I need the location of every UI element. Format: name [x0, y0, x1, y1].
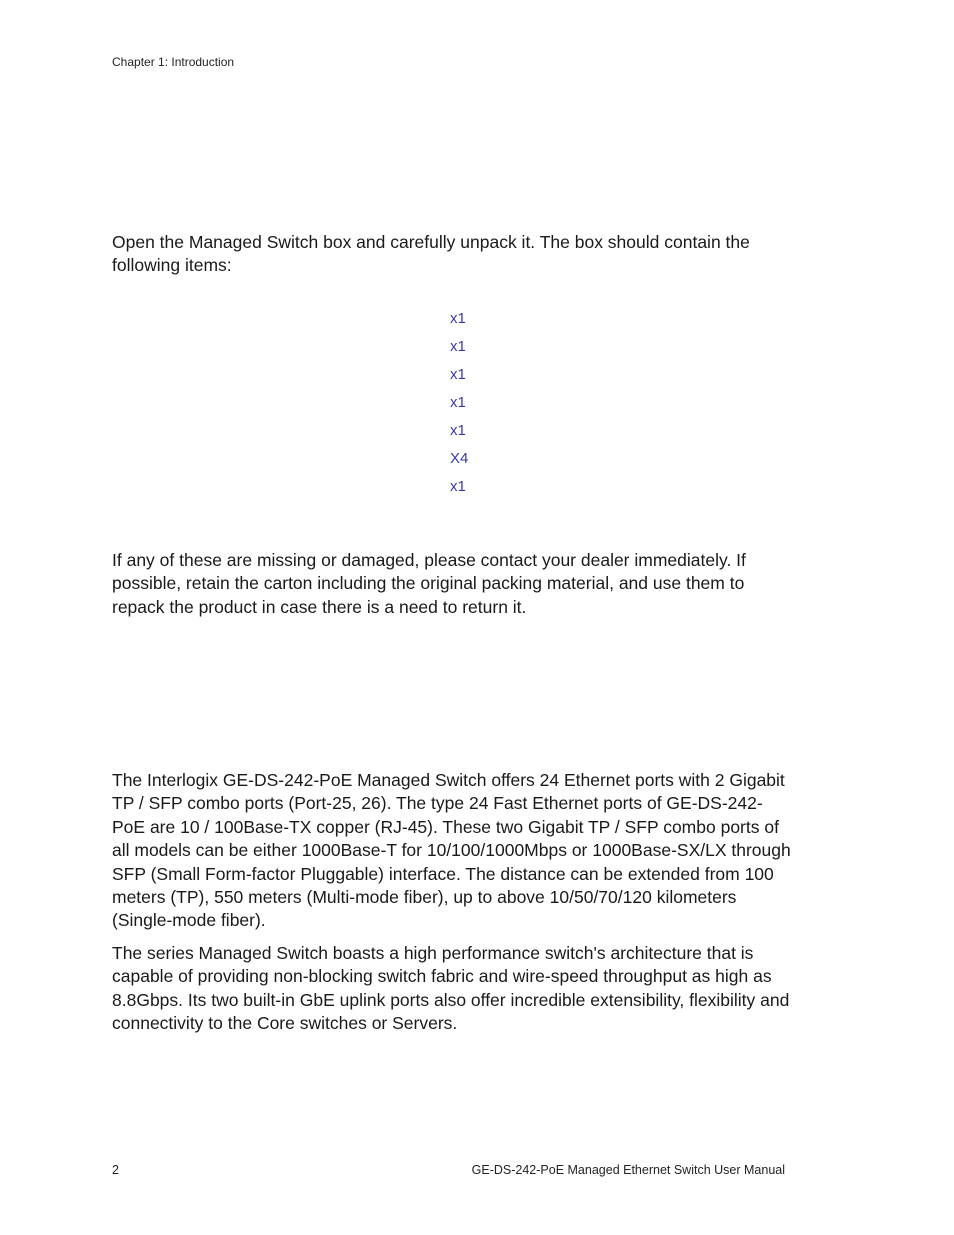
- quantity-item: x1: [450, 478, 466, 495]
- quantity-item: x1: [450, 422, 466, 439]
- manual-title: GE-DS-242-PoE Managed Ethernet Switch User Manual: [471, 1163, 785, 1177]
- quantity-item: X4: [450, 450, 469, 467]
- missing-items-notice: If any of these are missing or damaged, please contact your dealer immediately. If possible, retain the carton including the original packing material, and use them to repack the product in case there is a need to return it.: [112, 550, 746, 617]
- quantity-item: x1: [450, 394, 466, 411]
- page-number: 2: [112, 1163, 119, 1177]
- overview-paragraph: The series Managed Switch boasts a high performance switch's architecture that is capable of providing non-blocking switch fabric and wire-speed throughput as high as 8.8Gbps. Its two built-in GbE uplink ports also offer incredible extensibility, flexibility and connectivity to the Core switches or Servers.: [112, 943, 790, 1034]
- package-quantity-list: [450, 308, 468, 504]
- quantity-item: x1: [450, 310, 466, 327]
- quantity-item: x1: [450, 338, 466, 355]
- package-contents-intro: Open the Managed Switch box and carefully unpack it. The box should contain the following items:: [112, 232, 750, 276]
- running-header: Chapter 1: Introduction: [112, 55, 235, 69]
- quantity-item: x1: [450, 366, 466, 383]
- overview-paragraph: The Interlogix GE-DS-242-PoE Managed Switch offers 24 Ethernet ports with 2 Gigabit TP / SFP combo ports (Port-25, 26). The type 24 Fast Ethernet ports of GE-DS-242-PoE are 10 / 100Base-TX copper (RJ-45). These two Gigabit TP / SFP combo ports of all models can be either 1000Base-T for 10/100/1000Mbps or 1000Base-SX/LX through SFP (Small Form-factor Pluggable) interface. The distance can be extended from 100 meters (TP), 550 meters (Multi-mode fiber), up to above 10/50/70/120 kilometers (Single-mode fiber).: [112, 770, 791, 931]
